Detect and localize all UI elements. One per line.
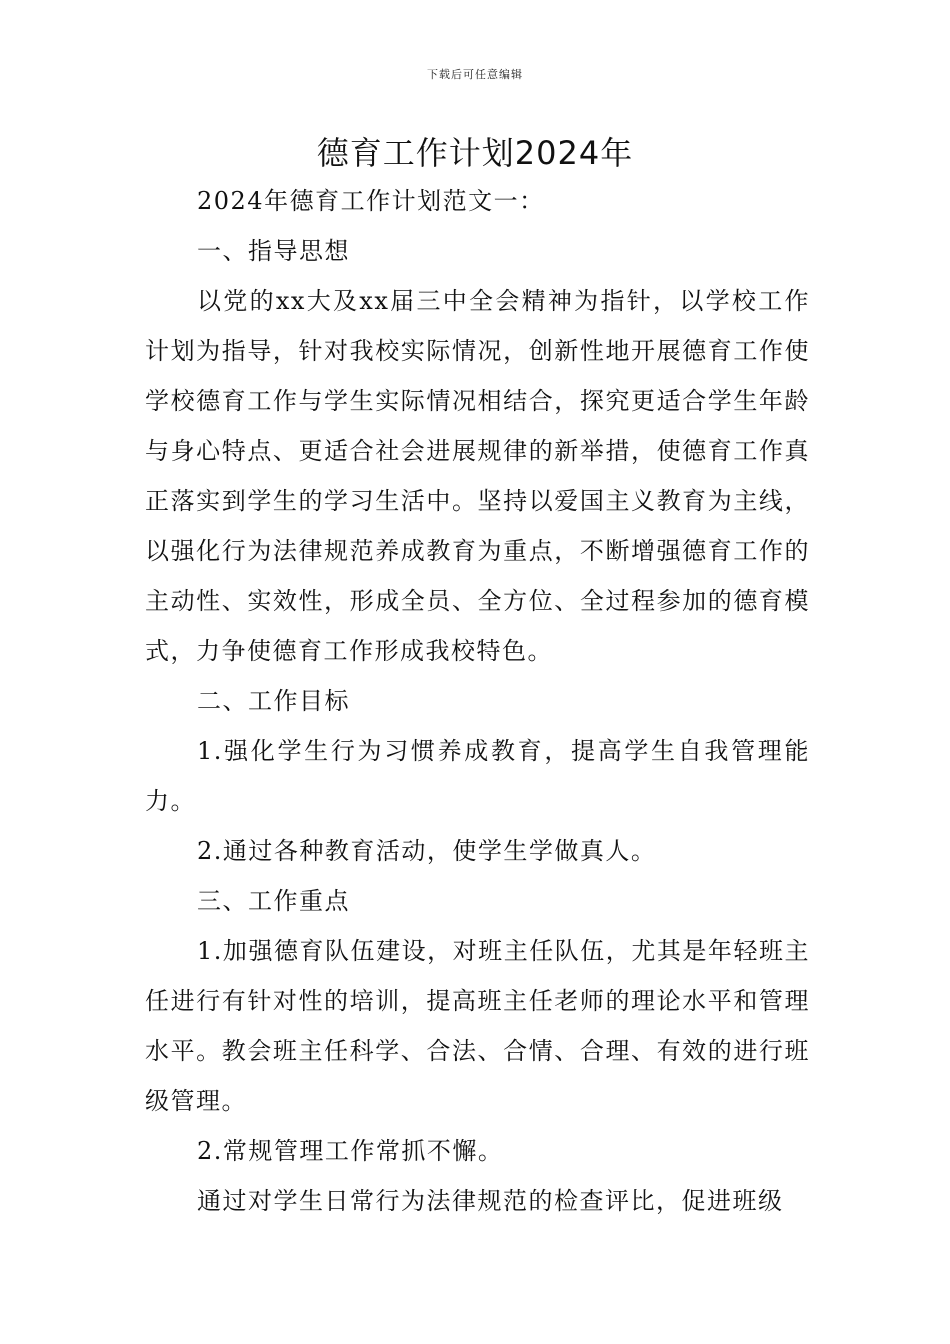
- paragraph-focus-2-detail: 通过对学生日常行为法律规范的检查评比，促进班级: [197, 1187, 784, 1215]
- paragraph-sample-heading: 2024年德育工作计划范文一：: [197, 187, 545, 215]
- section-heading-work-focus: 三、工作重点: [197, 887, 350, 915]
- paragraph-goal-2: 2.通过各种教育活动，使学生学做真人。: [197, 837, 657, 865]
- section-heading-work-goals: 二、工作目标: [197, 687, 350, 715]
- header-note: 下载后可任意编辑: [427, 68, 523, 81]
- paragraph-focus-1: 1.加强德育队伍建设，对班主任队伍，尤其是年轻班主任进行有针对性的培训，提高班主任老师的理论水平和管理水平。教会班主任科学、合法、合情、合理、有效的进行班级管理。: [145, 937, 810, 1115]
- paragraph-guiding-ideology: 以党的xx大及xx届三中全会精神为指针，以学校工作计划为指导，针对我校实际情况，创新性地开展德育工作使学校德育工作与学生实际情况相结合，探究更适合学生年龄与身心特点、更适合社会进展规律的新举措，使德育工作真正落实到学生的学习生活中。坚持以爱国主义教育为主线，以强化行为法律规范养成教育为重点，不断增强德育工作的主动性、实效性，形成全员、全方位、全过程参加的德育模式，力争使德育工作形成我校特色。: [145, 287, 810, 665]
- section-heading-guiding-ideology: 一、指导思想: [197, 237, 350, 265]
- document-body: [145, 176, 810, 1226]
- paragraph-focus-2: 2.常规管理工作常抓不懈。: [197, 1137, 504, 1165]
- paragraph-goal-1: 1.强化学生行为习惯养成教育，提高学生自我管理能力。: [145, 737, 810, 815]
- page-title: 德育工作计划2024年: [316, 134, 634, 172]
